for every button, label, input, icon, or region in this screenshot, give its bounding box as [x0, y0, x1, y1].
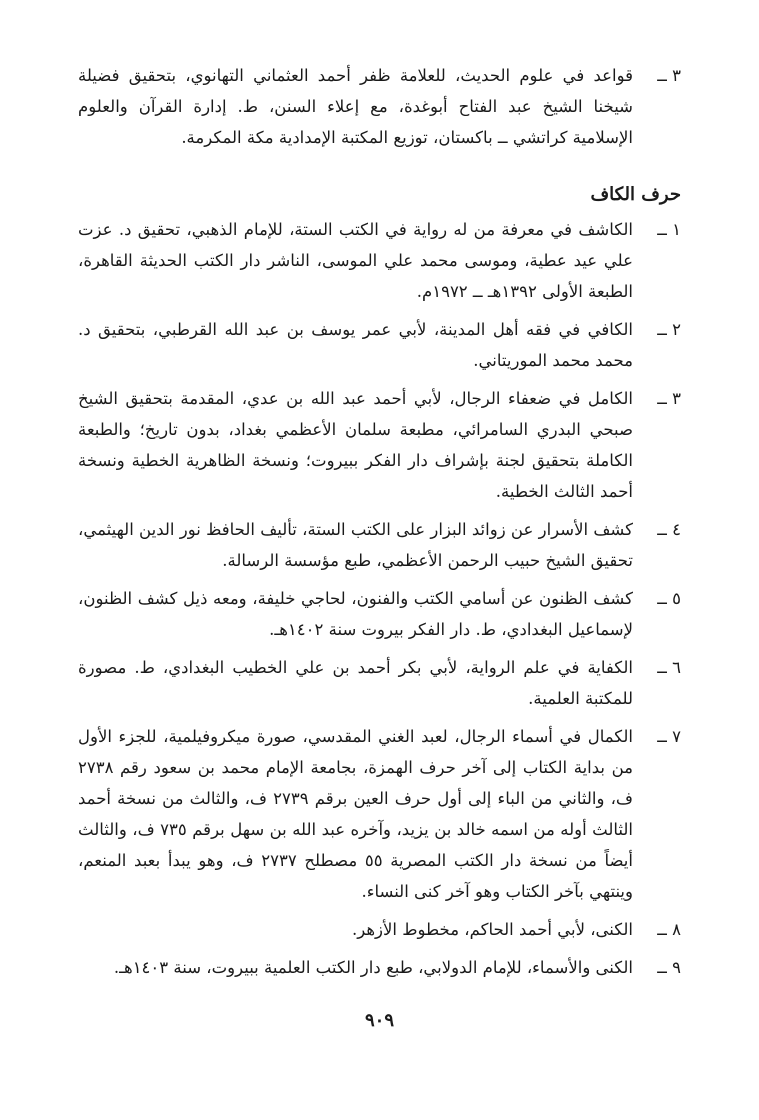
entry-text: الكفاية في علم الرواية، لأبي بكر أحمد بن علي الخطيب البغدادي، ط. مصورة للمكتبة العلمية. — [78, 658, 633, 708]
list-item — [78, 314, 681, 376]
list-item — [78, 914, 681, 945]
entry-number: ٣ ــ — [657, 66, 681, 85]
entry-text: الكنى، لأبي أحمد الحاكم، مخطوط الأزهر. — [351, 920, 633, 939]
section-heading: حرف الكاف — [590, 184, 681, 205]
list-item — [78, 652, 681, 714]
entry-number: ٧ ــ — [657, 727, 681, 746]
page-number: ٩٠٩ — [364, 1010, 394, 1031]
entry-number: ٩ ــ — [657, 958, 681, 977]
entry-text: كشف الظنون عن أسامي الكتب والفنون، لحاجي خليفة، ومعه ذيل كشف الظنون، لإسماعيل البغدادي، ط. دار الفكر بيروت سنة ١٤٠٢هـ. — [78, 589, 633, 639]
entry-number: ١ ــ — [657, 220, 681, 239]
list-item — [78, 514, 681, 576]
list-item — [78, 721, 681, 907]
entry-text: كشف الأسرار عن زوائد البزار على الكتب الستة، تأليف الحافظ نور الدين الهيثمي، تحقيق الشيخ حبيب الرحمن الأعظمي، طبع مؤسسة الرسالة. — [78, 520, 633, 570]
list-item — [78, 214, 681, 307]
entry-number: ٤ ــ — [657, 520, 681, 539]
entry-text: الكافي في فقه أهل المدينة، لأبي عمر يوسف بن عبد الله القرطبي، بتحقيق د. محمد محمد الموريتاني. — [78, 320, 633, 370]
entry-text: الكمال في أسماء الرجال، لعبد الغني المقدسي، صورة ميكروفيلمية، للجزء الأول من بداية الكتاب إلى آخر حرف الهمزة، بجامعة الإمام محمد بن سعود رقم ٢٧٣٨ ف، والثاني من الباء إلى أول حرف العين برقم ٢٧٣٩ ف، والثالث من نسخة أحمد الثالث أوله من اسمه خالد بن يزيد، وآخره عبد الله بن سهل برقم ٧٣٥ ف، والثالث أيضاً من نسخة دار الكتب المصرية ٥٥ مصطلح ٢٧٣٧ ف، وهو يبدأ بعبد المنعم، وينتهي بآخر الكتاب وهو آخر كنى النساء. — [78, 727, 634, 901]
entry-number: ٣ ــ — [657, 389, 681, 408]
list-item — [78, 583, 681, 645]
page-body — [78, 60, 681, 990]
entry-text: الكاشف في معرفة من له رواية في الكتب الستة، للإمام الذهبي، تحقيق د. عزت علي عيد عطية، وموسى محمد علي الموسى، الناشر دار الكتب الحديثة القاهرة، الطبعة الأولى ١٣٩٢هـ ــ ١٩٧٢م. — [78, 220, 633, 301]
list-item — [78, 383, 681, 507]
entry-number: ٨ ــ — [657, 920, 681, 939]
entry-text: الكنى والأسماء، للإمام الدولابي، طبع دار الكتب العلمية ببيروت، سنة ١٤٠٣هـ. — [113, 958, 633, 977]
list-item — [78, 60, 681, 153]
entry-number: ٦ ــ — [657, 658, 681, 677]
list-item — [78, 952, 681, 983]
entry-number: ٥ ــ — [657, 589, 681, 608]
entry-text: الكامل في ضعفاء الرجال، لأبي أحمد عبد الله بن عدي، المقدمة بتحقيق الشيخ صبحي البدري السامرائي، مطبعة سلمان الأعظمي بغداد، بدون تاريخ؛ والطبعة الكاملة بتحقيق لجنة بإشراف دار الفكر ببيروت؛ ونسخة الظاهرية الخطية ونسخة أحمد الثالث الخطية. — [78, 389, 633, 501]
entry-text: قواعد في علوم الحديث، للعلامة ظفر أحمد العثماني التهانوي، بتحقيق فضيلة شيخنا الشيخ عبد الفتاح أبوغدة، مع إعلاء السنن، ط. إدارة القرآن والعلوم الإسلامية كراتشي ــ باكستان، توزيع المكتبة الإمدادية مكة المكرمة. — [78, 66, 633, 147]
entry-number: ٢ ــ — [657, 320, 681, 339]
